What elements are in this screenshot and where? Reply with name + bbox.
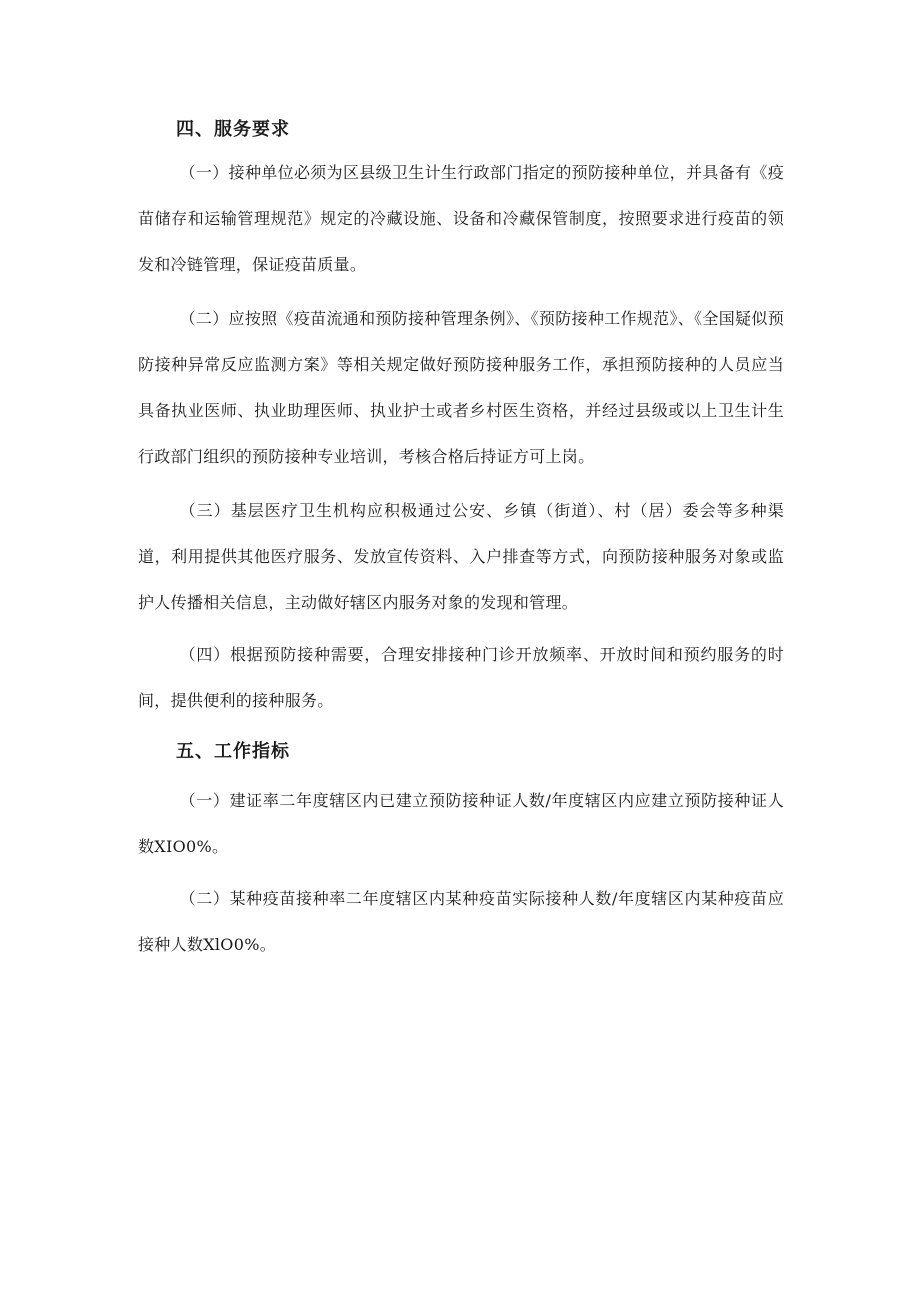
paragraph: （一）建证率二年度辖区内已建立预防接种证人数/年度辖区内应建立预防接种证人数XIO0%。 [138,791,784,856]
paragraph: （三）基层医疗卫生机构应积极通过公安、乡镇（街道）、村（居）委会等多种渠道，利用提供其他医疗服务、发放宣传资料、入户排查等方式，向预防接种服务对象或监护人传播相关信息，主动做好辖区内服务对象的发现和管理。 [138,501,784,612]
paragraph: （二）应按照《疫苗流通和预防接种管理条例》、《预防接种工作规范》、《全国疑似预防接种异常反应监测方案》等相关规定做好预防接种服务工作，承担预防接种的人员应当具备执业医师、执业助理医师、执业护士或者乡村医生资格，并经过县级或以上卫生计生行政部门组织的预防接种专业培训，考核合格后持证方可上岗。 [138,309,784,466]
paragraph: （二）某种疫苗接种率二年度辖区内某种疫苗实际接种人数/年度辖区内某种疫苗应接种人数XlO0%。 [138,889,784,954]
paragraph: （四）根据预防接种需要，合理安排接种门诊开放频率、开放时间和预约服务的时间，提供便利的接种服务。 [138,645,784,710]
section-heading-work-indicators: 五、工作指标 [176,741,290,762]
paragraph: （一）接种单位必须为区县级卫生计生行政部门指定的预防接种单位，并具备有《疫苗储存和运输管理规范》规定的冷藏设施、设备和冷藏保管制度，按照要求进行疫苗的领发和冷链管理，保证疫苗质量。 [138,163,784,274]
section-heading-service-requirements: 四、服务要求 [176,119,290,140]
